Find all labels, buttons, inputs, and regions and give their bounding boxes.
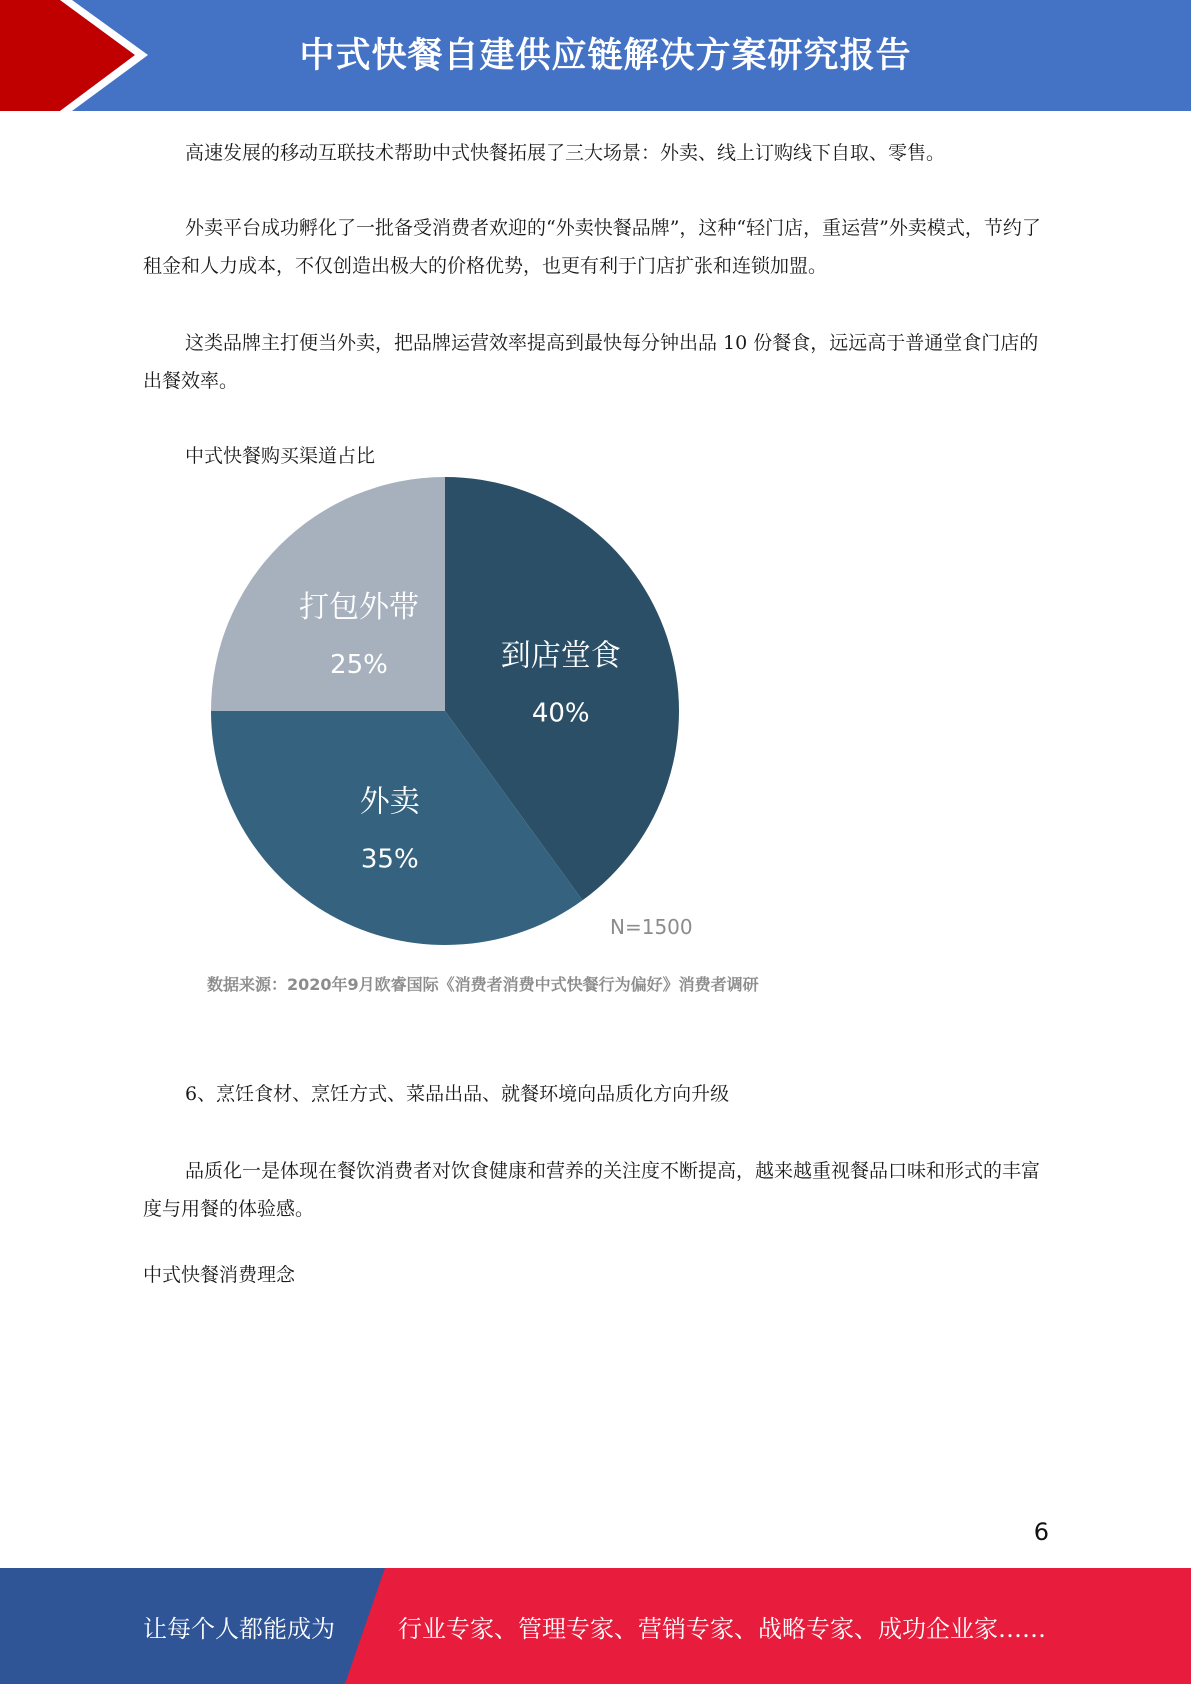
paragraph-2: 外卖平台成功孵化了一批备受消费者欢迎的“外卖快餐品牌”，这种“轻门店，重运营”外卖模式，节约了租金和人力成本，不仅创造出极大的价格优势，也更有利于门店扩张和连锁加盟。 — [143, 217, 1041, 277]
pie-slice-label-1: 到店堂食 — [500, 638, 621, 674]
pie-slice-value-2: 35% — [360, 844, 419, 875]
page-number: 6 — [1033, 1518, 1049, 1546]
pie-chart-svg — [200, 470, 700, 950]
sample-size-label: N=1500 — [610, 915, 693, 939]
pie-slice-label-3: 打包外带 — [298, 589, 419, 625]
page-footer — [0, 1568, 1191, 1684]
pie-slice-label-2: 外卖 — [359, 784, 420, 820]
pie-slice-value-1: 40% — [531, 698, 590, 729]
section-heading: 6、烹饪食材、烹饪方式、菜品出品、就餐环境向品质化方向升级 — [185, 1083, 730, 1105]
subheading-consumption-concept: 中式快餐消费理念 — [143, 1264, 296, 1286]
footer-slogan-left: 让每个人都能成为 — [143, 1614, 335, 1643]
paragraph-3: 这类品牌主打便当外卖，把品牌运营效率提高到最快每分钟出品 10 份餐食，远远高于普通堂食门店的出餐效率。 — [143, 332, 1039, 392]
paragraph-4: 品质化一是体现在餐饮消费者对饮食健康和营养的关注度不断提高，越来越重视餐品口味和形式的丰富度与用餐的体验感。 — [143, 1160, 1041, 1220]
chart-caption: 中式快餐购买渠道占比 — [185, 445, 376, 467]
page-header — [0, 0, 1191, 111]
footer-slogan-right: 行业专家、管理专家、营销专家、战略专家、成功企业家…… — [398, 1614, 1046, 1643]
channel-share-pie-chart — [200, 470, 700, 950]
pie-slice-value-3: 25% — [330, 649, 388, 680]
report-title: 中式快餐自建供应链解决方案研究报告 — [299, 35, 912, 76]
data-source-note: 数据来源：2020年9月欧睿国际《消费者消费中式快餐行为偏好》消费者调研 — [207, 975, 759, 994]
paragraph-1: 高速发展的移动互联技术帮助中式快餐拓展了三大场景：外卖、线上订购线下自取、零售。 — [185, 142, 946, 164]
